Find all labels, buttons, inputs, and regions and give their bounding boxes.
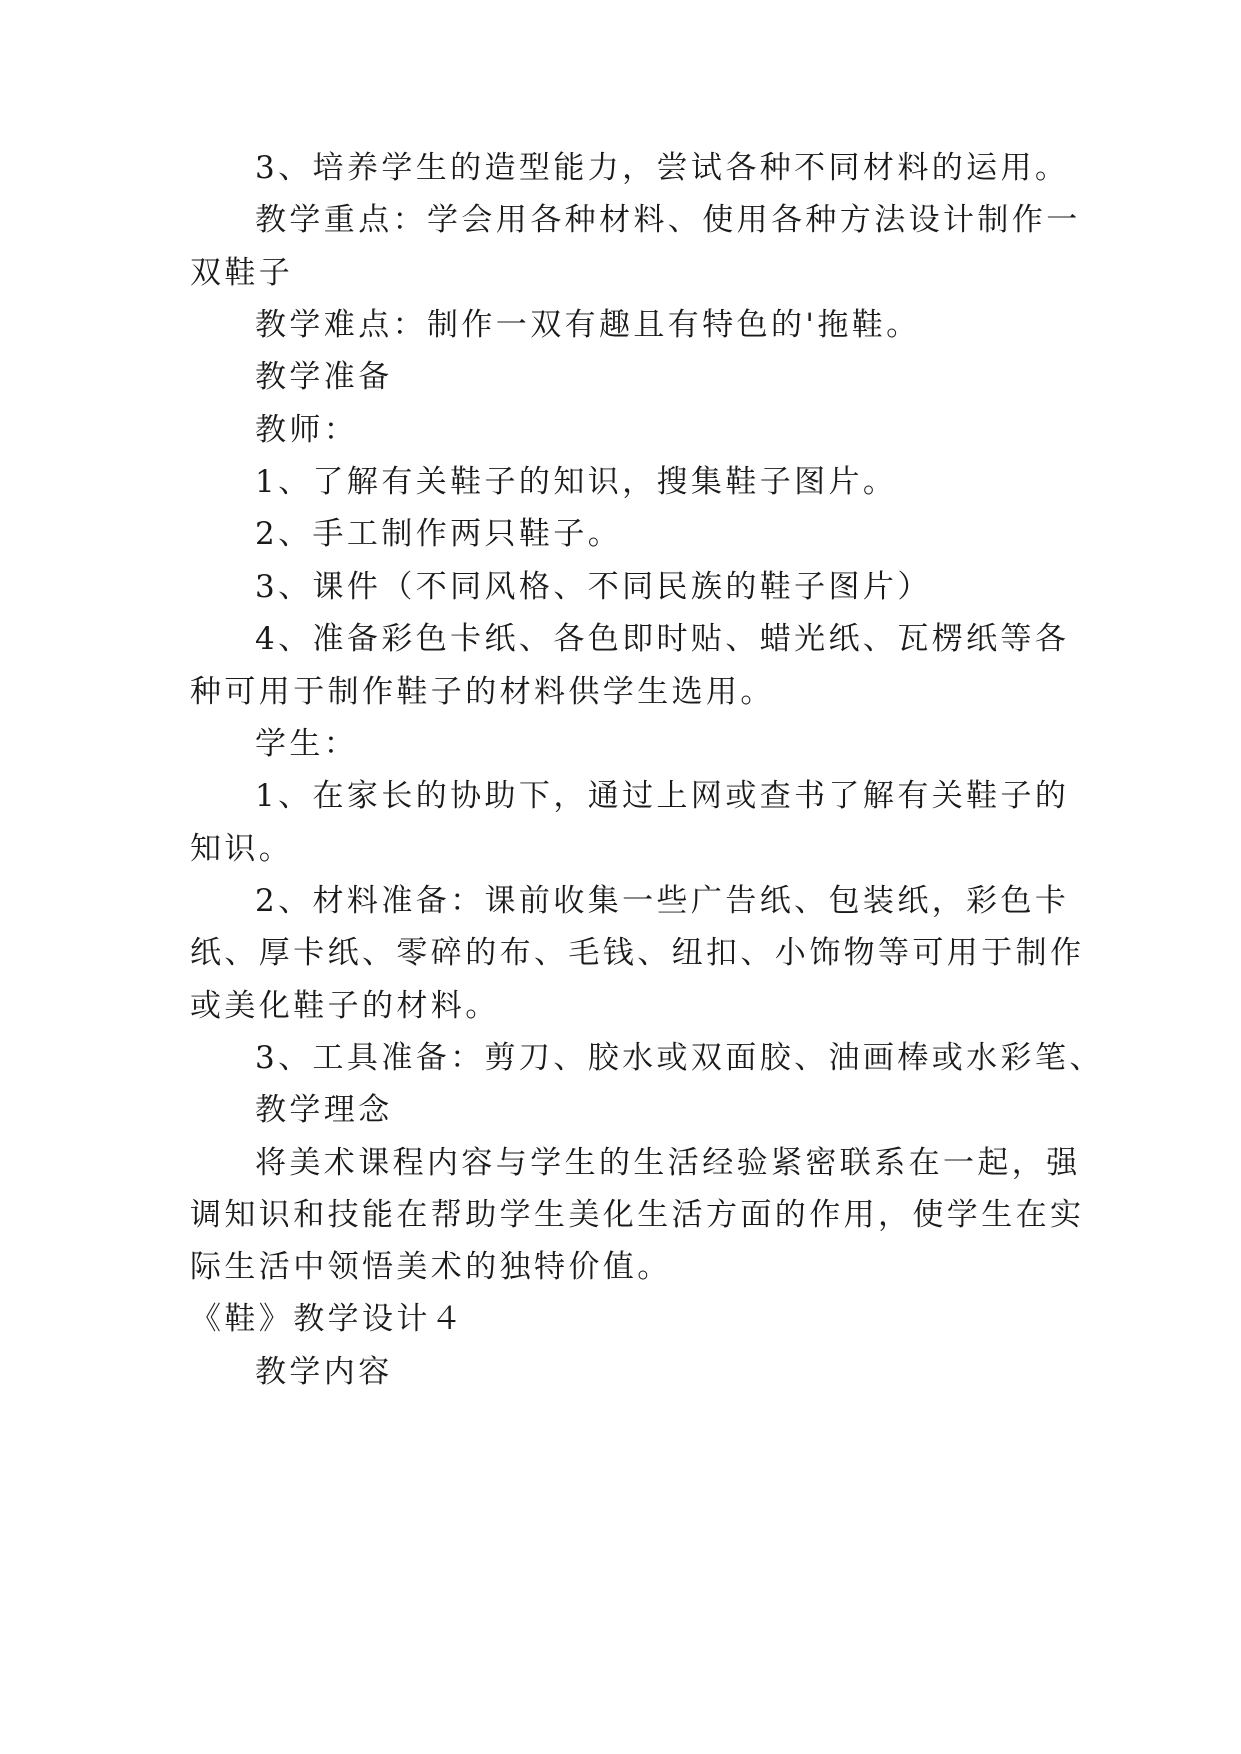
section-heading: 教学内容 <box>255 1354 393 1390</box>
text-line: 或美化鞋子的材料。 <box>190 988 500 1024</box>
text-line: 教学重点：学会用各种材料、使用各种方法设计制作一 <box>255 202 1081 238</box>
text-line: 1、了解有关鞋子的知识，搜集鞋子图片。 <box>255 464 898 500</box>
text-line: 际生活中领悟美术的独特价值。 <box>190 1249 672 1285</box>
text-line: 纸、厚卡纸、零碎的布、毛钱、纽扣、小饰物等可用于制作 <box>190 935 1085 971</box>
document-title: 《鞋》教学设计４ <box>190 1301 466 1337</box>
text-line: 3、工具准备：剪刀、胶水或双面胶、油画棒或水彩笔、 <box>255 1040 1104 1076</box>
section-heading: 教学理念 <box>255 1092 393 1128</box>
text-line: 3、课件（不同风格、不同民族的鞋子图片） <box>255 569 932 605</box>
text-line: 3、培养学生的造型能力，尝试各种不同材料的运用。 <box>255 150 1070 186</box>
text-line: 教学难点：制作一双有趣且有特色的'拖鞋。 <box>255 307 921 343</box>
text-line: 教师： <box>255 412 359 448</box>
text-line: 2、手工制作两只鞋子。 <box>255 516 623 552</box>
text-line: 4、准备彩色卡纸、各色即时贴、蜡光纸、瓦楞纸等各 <box>255 621 1070 657</box>
text-line: 调知识和技能在帮助学生美化生活方面的作用，使学生在实 <box>190 1197 1085 1233</box>
text-line: 1、在家长的协助下，通过上网或查书了解有关鞋子的 <box>255 778 1070 814</box>
section-heading: 教学准备 <box>255 359 393 395</box>
text-line: 知识。 <box>190 831 294 867</box>
text-line: 双鞋子 <box>190 255 294 291</box>
text-line: 将美术课程内容与学生的生活经验紧密联系在一起，强 <box>255 1145 1081 1181</box>
text-line: 种可用于制作鞋子的材料供学生选用。 <box>190 674 775 710</box>
text-line: 学生： <box>255 726 359 762</box>
text-line: 2、材料准备：课前收集一些广告纸、包装纸，彩色卡 <box>255 883 1070 919</box>
